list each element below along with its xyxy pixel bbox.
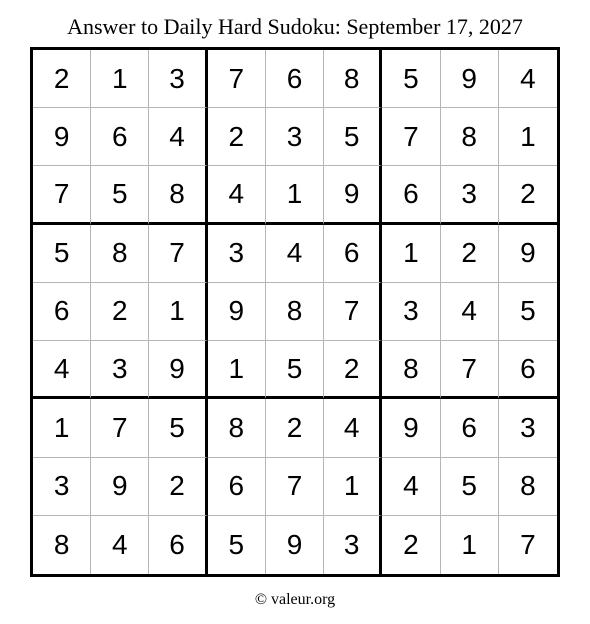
sudoku-cell-r1-c2: 1 — [91, 50, 149, 108]
sudoku-cell-r4-c9: 9 — [499, 225, 557, 283]
sudoku-cell-r8-c8: 5 — [441, 458, 499, 516]
sudoku-cell-r2-c3: 4 — [149, 108, 207, 166]
sudoku-cell-r7-c7: 9 — [382, 399, 440, 457]
sudoku-cell-r5-c3: 1 — [149, 283, 207, 341]
sudoku-cell-r7-c9: 3 — [499, 399, 557, 457]
sudoku-cell-r4-c7: 1 — [382, 225, 440, 283]
sudoku-cell-r9-c1: 8 — [33, 516, 91, 574]
sudoku-cell-r6-c2: 3 — [91, 341, 149, 399]
sudoku-grid — [33, 50, 557, 574]
sudoku-cell-r4-c5: 4 — [266, 225, 324, 283]
sudoku-cell-r3-c6: 9 — [324, 166, 382, 224]
sudoku-cell-r5-c1: 6 — [33, 283, 91, 341]
sudoku-cell-r6-c9: 6 — [499, 341, 557, 399]
sudoku-cell-r1-c4: 7 — [208, 50, 266, 108]
sudoku-cell-r3-c3: 8 — [149, 166, 207, 224]
sudoku-cell-r2-c1: 9 — [33, 108, 91, 166]
sudoku-board — [30, 47, 560, 577]
sudoku-cell-r4-c2: 8 — [91, 225, 149, 283]
sudoku-cell-r3-c9: 2 — [499, 166, 557, 224]
sudoku-cell-r8-c6: 1 — [324, 458, 382, 516]
sudoku-cell-r7-c8: 6 — [441, 399, 499, 457]
page-title: Answer to Daily Hard Sudoku: September 17, 2027 — [67, 14, 523, 39]
sudoku-cell-r4-c4: 3 — [208, 225, 266, 283]
sudoku-cell-r6-c6: 2 — [324, 341, 382, 399]
sudoku-cell-r8-c1: 3 — [33, 458, 91, 516]
sudoku-cell-r8-c2: 9 — [91, 458, 149, 516]
sudoku-cell-r5-c6: 7 — [324, 283, 382, 341]
sudoku-cell-r1-c1: 2 — [33, 50, 91, 108]
sudoku-cell-r3-c5: 1 — [266, 166, 324, 224]
sudoku-cell-r9-c9: 7 — [520, 528, 536, 560]
sudoku-cell-r1-c8: 9 — [441, 50, 499, 108]
sudoku-cell-r3-c1: 7 — [33, 166, 91, 224]
sudoku-cell-r8-c7: 4 — [382, 458, 440, 516]
sudoku-cell-r6-c1: 4 — [33, 341, 91, 399]
sudoku-cell-r5-c5: 8 — [266, 283, 324, 341]
sudoku-cell-r6-c5: 5 — [266, 341, 324, 399]
sudoku-cell-r6-c7: 8 — [382, 341, 440, 399]
sudoku-cell-r9-c3: 6 — [149, 516, 207, 574]
sudoku-cell-r9-c6: 3 — [324, 516, 382, 574]
sudoku-cell-r1-c3: 3 — [149, 50, 207, 108]
sudoku-cell-r9-c7: 2 — [382, 516, 440, 574]
sudoku-cell-r9-c8: 1 — [441, 516, 499, 574]
sudoku-cell-r4-c1: 5 — [33, 225, 91, 283]
sudoku-cell-r8-c9: 8 — [499, 458, 557, 516]
sudoku-cell-r2-c5: 3 — [266, 108, 324, 166]
sudoku-cell-r1-c5: 6 — [266, 50, 324, 108]
sudoku-cell-r2-c6: 5 — [324, 108, 382, 166]
sudoku-cell-r1-c7: 5 — [382, 50, 440, 108]
sudoku-cell-r7-c4: 8 — [208, 399, 266, 457]
sudoku-cell-r7-c2: 7 — [91, 399, 149, 457]
sudoku-cell-r3-c4: 4 — [208, 166, 266, 224]
sudoku-cell-r7-c6: 4 — [324, 399, 382, 457]
sudoku-cell-r2-c9: 1 — [499, 108, 557, 166]
sudoku-cell-r1-c9: 4 — [499, 50, 557, 108]
sudoku-cell-r8-c3: 2 — [149, 458, 207, 516]
sudoku-cell-r1-c6: 8 — [324, 50, 382, 108]
sudoku-cell-r8-c4: 6 — [208, 458, 266, 516]
sudoku-cell-r2-c2: 6 — [91, 108, 149, 166]
sudoku-cell-r4-c3: 7 — [149, 225, 207, 283]
sudoku-cell-r5-c4: 9 — [208, 283, 266, 341]
sudoku-cell-r5-c8: 4 — [441, 283, 499, 341]
sudoku-cell-r2-c4: 2 — [208, 108, 266, 166]
sudoku-cell-r8-c5: 7 — [266, 458, 324, 516]
sudoku-cell-r7-c1: 1 — [33, 399, 91, 457]
sudoku-cell-r3-c7: 6 — [382, 166, 440, 224]
sudoku-cell-r5-c9: 5 — [499, 283, 557, 341]
sudoku-cell-r7-c3: 5 — [149, 399, 207, 457]
sudoku-cell-r2-c8: 8 — [441, 108, 499, 166]
sudoku-cell-r3-c2: 5 — [91, 166, 149, 224]
sudoku-cell-r9-c5: 9 — [266, 516, 324, 574]
sudoku-cell-r3-c8: 3 — [441, 166, 499, 224]
sudoku-cell-r6-c4: 1 — [208, 341, 266, 399]
sudoku-cell-r6-c3: 9 — [149, 341, 207, 399]
sudoku-cell-r7-c5: 2 — [266, 399, 324, 457]
sudoku-cell-r9-c4: 5 — [208, 516, 266, 574]
sudoku-cell-r5-c7: 3 — [382, 283, 440, 341]
sudoku-cell-r5-c2: 2 — [91, 283, 149, 341]
sudoku-cell-r4-c6: 6 — [324, 225, 382, 283]
sudoku-cell-r6-c8: 7 — [441, 341, 499, 399]
sudoku-cell-r9-c2: 4 — [91, 516, 149, 574]
sudoku-cell-r4-c8: 2 — [441, 225, 499, 283]
copyright-footer: © valeur.org — [254, 591, 336, 608]
sudoku-cell-r2-c7: 7 — [382, 108, 440, 166]
